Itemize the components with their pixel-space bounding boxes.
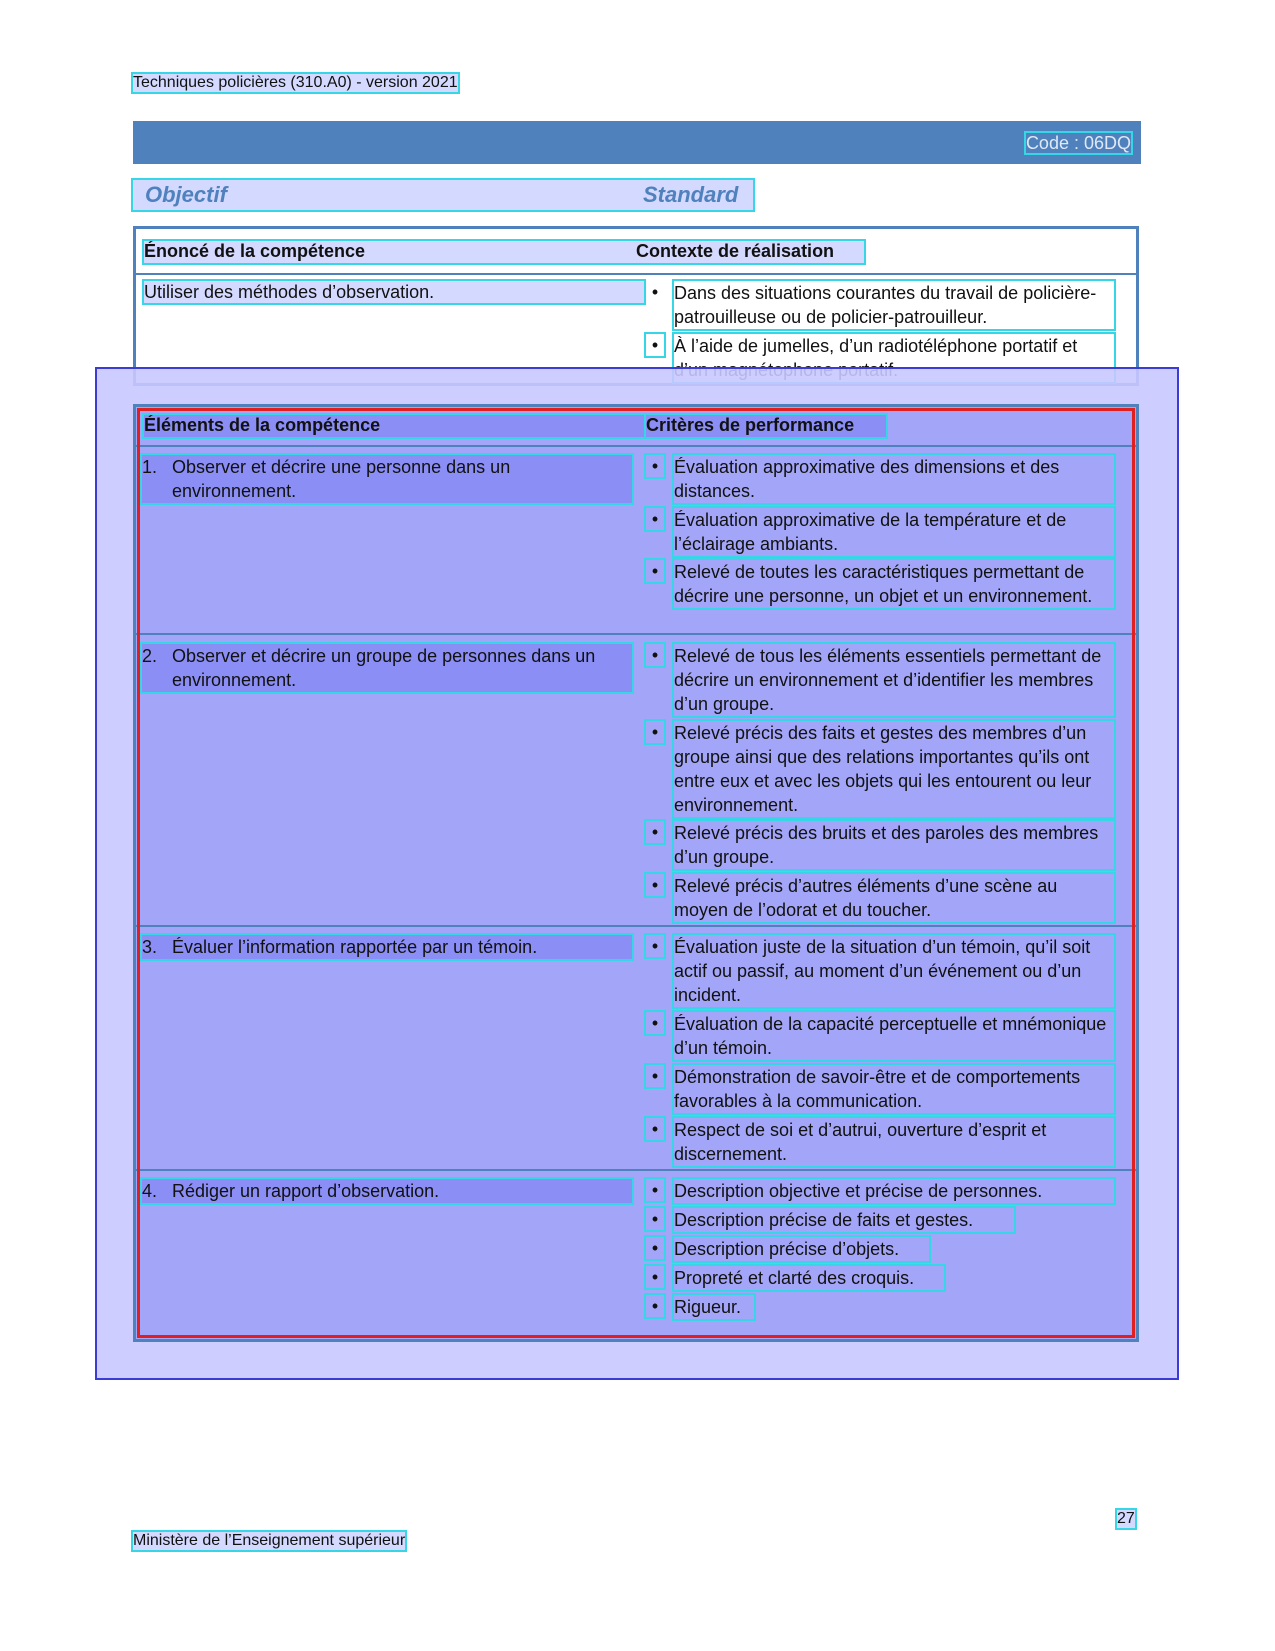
element-text: Observer et décrire un groupe de personnes dans un environnement. (172, 646, 596, 690)
criteres-header: Critères de performance (646, 415, 886, 437)
critere-text: Description précise d’objets. (674, 1237, 929, 1261)
running-header: Techniques policières (310.A0) - version 2021 (133, 74, 458, 91)
bullet-icon: • (646, 334, 664, 356)
bullet-icon: • (646, 560, 664, 582)
bullet-icon: • (651, 282, 659, 302)
code-label: Code : 06DQ (1025, 133, 1131, 153)
element-text: Rédiger un rapport d’observation. (172, 1181, 440, 1201)
element-number: 3. (142, 937, 158, 957)
critere-text: Relevé précis des faits et gestes des membres d’un groupe ainsi que des relations importantes qu’ils ont entre eux et avec les objets qui les entourent ou leur environnement. (674, 721, 1114, 817)
critere-text: Évaluation juste de la situation d’un témoin, qu’il soit actif ou passif, au moment d’un événement ou d’un incident. (674, 935, 1114, 1007)
critere-text: Relevé de tous les éléments essentiels permettant de décrire un environnement et d’identifier les membres d’un groupe. (674, 644, 1114, 716)
bullet-icon: • (646, 1118, 664, 1140)
enonce-header: Énoncé de la compétence (144, 241, 366, 261)
bullet-icon: • (646, 821, 664, 843)
critere-text: Relevé précis des bruits et des paroles des membres d’un groupe. (674, 821, 1114, 869)
enonce-header-row (144, 241, 864, 263)
standard-title: Standard (643, 182, 739, 207)
elements-header: Éléments de la compétence (144, 415, 644, 437)
bullet-icon: • (646, 1065, 664, 1087)
bullet-icon: • (646, 1295, 664, 1317)
header-divider (136, 273, 1136, 275)
element-number: 4. (142, 1181, 158, 1201)
critere-text: Évaluation approximative des dimensions et des distances. (674, 455, 1114, 503)
code-bar (133, 121, 1141, 164)
bullet-icon: • (646, 455, 664, 477)
bullet-icon: • (646, 1012, 664, 1034)
element-text: Observer et décrire une personne dans un environnement. (172, 457, 511, 501)
bullet-icon: • (646, 721, 664, 743)
critere-text: Évaluation approximative de la température et de l’éclairage ambiants. (674, 508, 1114, 556)
element-number: 2. (142, 646, 158, 666)
bullet-icon: • (646, 644, 664, 666)
critere-text: Rigueur. (674, 1295, 754, 1319)
contexte-text: Dans des situations courantes du travail de policière-patrouilleuse ou de policier-patrouilleur. (674, 281, 1114, 329)
objectif-title: Objectif (145, 182, 227, 207)
enonce-text: Utiliser des méthodes d’observation. (144, 281, 644, 303)
bullet-icon: • (646, 1266, 664, 1288)
bullet-icon: • (646, 935, 664, 957)
competence-context-table (133, 226, 1139, 386)
critere-text: Description précise de faits et gestes. (674, 1208, 1014, 1232)
critere-text: Respect de soi et d’autrui, ouverture d’esprit et discernement. (674, 1118, 1114, 1166)
element-number: 1. (142, 457, 158, 477)
contexte-item (646, 281, 1116, 333)
objective-standard-header (133, 180, 753, 210)
element-text: Évaluer l’information rapportée par un témoin. (172, 937, 538, 957)
critere-text: Relevé de toutes les caractéristiques permettant de décrire une personne, un objet et un environnement. (674, 560, 1114, 608)
critere-text: Propreté et clarté des croquis. (674, 1266, 944, 1290)
bullet-icon: • (646, 874, 664, 896)
selection-frame (137, 408, 1135, 1338)
critere-text: Démonstration de savoir-être et de comportements favorables à la communication. (674, 1065, 1114, 1113)
critere-text: Description objective et précise de personnes. (674, 1179, 1114, 1203)
bullet-icon: • (646, 1237, 664, 1259)
bullet-icon: • (646, 508, 664, 530)
contexte-text: À l’aide de jumelles, d’un radiotéléphone portatif et (674, 334, 1114, 382)
critere-text: Évaluation de la capacité perceptuelle et mnémonique d’un témoin. (674, 1012, 1114, 1060)
page-number: 27 (1117, 1510, 1135, 1527)
critere-text: Relevé précis d’autres éléments d’une scène au moyen de l’odorat et du toucher. (674, 874, 1114, 922)
ministry-footer: Ministère de l’Enseignement supérieur (133, 1532, 406, 1549)
bullet-icon: • (646, 1179, 664, 1201)
bullet-icon: • (646, 1208, 664, 1230)
contexte-header: Contexte de réalisation (636, 241, 835, 261)
